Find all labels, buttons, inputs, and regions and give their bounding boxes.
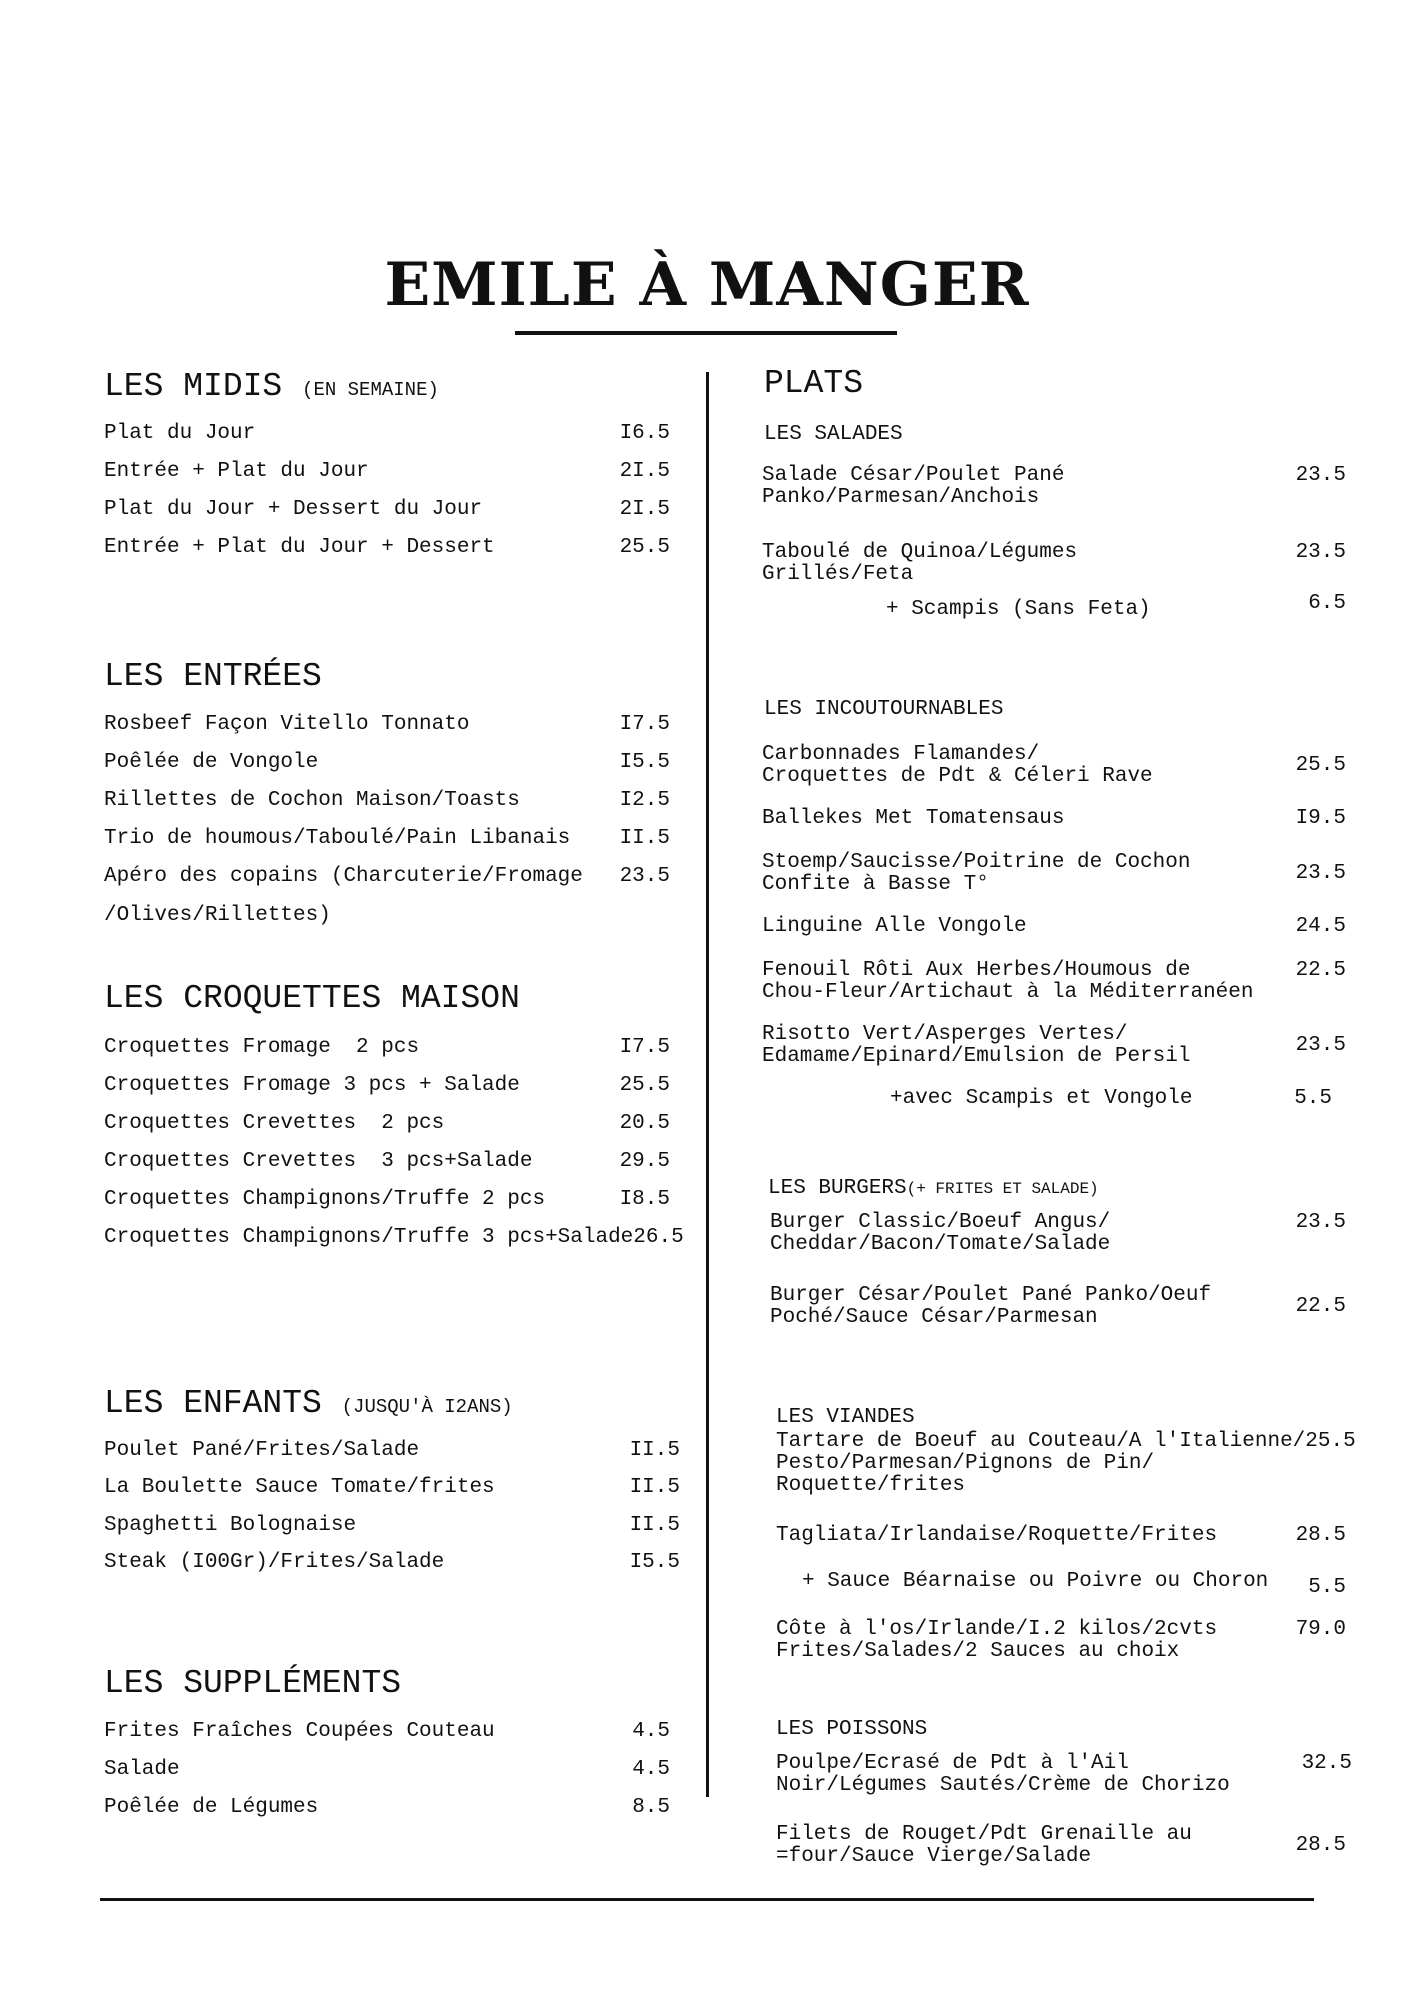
menu-item-croquettes-3 xyxy=(104,1151,670,1173)
title-underline xyxy=(515,331,897,335)
menu-item-croquettes-2 xyxy=(104,1113,670,1135)
item-name: Apéro des copains (Charcuterie/Fromage xyxy=(104,865,583,888)
item-price: 22.5 xyxy=(1295,1295,1346,1318)
menu-item-supplements-1 xyxy=(104,1759,670,1781)
item-price: 25.5 xyxy=(1295,754,1346,777)
item-name: La Boulette Sauce Tomate/frites xyxy=(104,1476,495,1499)
item-name: Carbonnades Flamandes/ Croquettes de Pdt & Céleri Rave xyxy=(762,743,1153,788)
bottom-rule xyxy=(100,1898,1314,1901)
menu-item-enfants-2 xyxy=(104,1515,680,1537)
menu-item-enfants-0 xyxy=(104,1440,680,1462)
item-price: I6.5 xyxy=(619,422,670,445)
section-heading-entrees: LES ENTRÉES xyxy=(104,658,322,695)
item-price: I5.5 xyxy=(619,751,670,774)
menu-item-entrees-1 xyxy=(104,752,670,774)
item-price: 6.5 xyxy=(1308,592,1346,615)
item-price: 25.5 xyxy=(1305,1430,1356,1453)
item-name: Rillettes de Cochon Maison/Toasts xyxy=(104,789,520,812)
menu-item-incoutournables-1 xyxy=(762,808,1346,830)
menu-item-midis-0 xyxy=(104,423,670,445)
menu-item-midis-3 xyxy=(104,537,670,559)
item-price: 26.5 xyxy=(633,1226,684,1249)
subsection-heading-viandes: LES VIANDES xyxy=(776,1406,915,1429)
menu-item-salades-0 xyxy=(762,465,1346,509)
item-price: 8.5 xyxy=(632,1796,670,1819)
item-name: Frites Fraîches Coupées Couteau xyxy=(104,1720,495,1743)
item-name: Plat du Jour + Dessert du Jour xyxy=(104,498,483,521)
item-name: Plat du Jour xyxy=(104,422,256,445)
burgers-heading-note: (+ FRITES ET SALADE) xyxy=(906,1180,1099,1198)
menu-item-midis-1 xyxy=(104,461,670,483)
midis-heading-note: (EN SEMAINE) xyxy=(302,379,439,401)
item-price: I9.5 xyxy=(1295,807,1346,830)
item-name: Spaghetti Bolognaise xyxy=(104,1514,357,1537)
item-name: Poêlée de Vongole xyxy=(104,751,319,774)
menu-item-entrees-2 xyxy=(104,790,670,812)
menu-item-salades-1 xyxy=(762,542,1346,586)
menu-title: EMILE À MANGER xyxy=(384,250,1030,320)
item-name: Entrée + Plat du Jour + Dessert xyxy=(104,536,495,559)
item-price: 28.5 xyxy=(1295,1524,1346,1547)
item-name: Croquettes Champignons/Truffe 3 pcs+Salade xyxy=(104,1226,634,1249)
item-price: 23.5 xyxy=(619,865,670,888)
item-name: Linguine Alle Vongole xyxy=(762,915,1027,938)
item-price: 5.5 xyxy=(1308,1576,1346,1599)
item-name: Entrée + Plat du Jour xyxy=(104,460,369,483)
menu-item-supplements-0 xyxy=(104,1721,670,1743)
menu-item-incoutournables-4 xyxy=(762,960,1346,1004)
item-price: 5.5 xyxy=(1294,1087,1332,1110)
item-price: 23.5 xyxy=(1295,862,1346,885)
item-price: 23.5 xyxy=(1295,541,1346,564)
menu-item-viandes-0 xyxy=(776,1430,1356,1497)
item-price: 32.5 xyxy=(1301,1752,1352,1775)
item-name: Tagliata/Irlandaise/Roquette/Frites xyxy=(776,1524,1218,1547)
item-price: II.5 xyxy=(629,1476,680,1499)
section-heading-enfants xyxy=(104,1385,513,1422)
item-price: 24.5 xyxy=(1295,915,1346,938)
item-name: Burger Classic/Boeuf Angus/ Cheddar/Bacon/Tomate/Salade xyxy=(770,1211,1111,1256)
item-price: 23.5 xyxy=(1295,1211,1346,1234)
item-price: 22.5 xyxy=(1295,959,1346,982)
menu-item-midis-2 xyxy=(104,499,670,521)
menu-item-viandes-2 xyxy=(802,1571,1346,1599)
item-price: 4.5 xyxy=(632,1758,670,1781)
column-divider xyxy=(706,372,709,1797)
menu-item-burgers-0 xyxy=(770,1212,1346,1256)
item-name: Trio de houmous/Taboulé/Pain Libanais xyxy=(104,827,571,850)
item-name: Rosbeef Façon Vitello Tonnato xyxy=(104,713,470,736)
item-price: 23.5 xyxy=(1295,1034,1346,1057)
item-price: 25.5 xyxy=(619,1074,670,1097)
subsection-heading-poissons: LES POISSONS xyxy=(776,1718,928,1741)
item-name: Croquettes Crevettes 3 pcs+Salade xyxy=(104,1150,533,1173)
menu-item-entrees-continuation: /Olives/Rillettes) xyxy=(104,904,331,927)
item-name: Côte à l'os/Irlande/I.2 kilos/2cvts Frites/Salades/2 Sauces au choix xyxy=(776,1618,1218,1663)
item-price: I8.5 xyxy=(619,1188,670,1211)
item-price: 29.5 xyxy=(619,1150,670,1173)
item-name: Salade xyxy=(104,1758,180,1781)
item-name: Croquettes Fromage 2 pcs xyxy=(104,1036,420,1059)
menu-item-enfants-1 xyxy=(104,1477,680,1499)
menu-item-poissons-0 xyxy=(776,1753,1352,1797)
menu-item-entrees-0 xyxy=(104,714,670,736)
menu-item-croquettes-0 xyxy=(104,1037,670,1059)
menu-item-viandes-3 xyxy=(776,1619,1346,1663)
section-heading-plats: PLATS xyxy=(764,365,864,402)
menu-item-viandes-1 xyxy=(776,1525,1346,1547)
menu-item-enfants-3 xyxy=(104,1552,680,1574)
item-name: Croquettes Champignons/Truffe 2 pcs xyxy=(104,1188,546,1211)
item-name: Burger César/Poulet Pané Panko/Oeuf Poché/Sauce César/Parmesan xyxy=(770,1284,1212,1329)
menu-item-entrees-3 xyxy=(104,828,670,850)
item-name: Poulet Pané/Frites/Salade xyxy=(104,1439,420,1462)
item-name: Tartare de Boeuf au Couteau/A l'Italienne/ Pesto/Parmesan/Pignons de Pin/ Roquette/frites xyxy=(776,1430,1306,1497)
item-price: II.5 xyxy=(619,827,670,850)
menu-item-croquettes-4 xyxy=(104,1189,670,1211)
item-name: Poulpe/Ecrasé de Pdt à l'Ail Noir/Légumes Sautés/Crème de Chorizo xyxy=(776,1752,1230,1797)
item-name: + Sauce Béarnaise ou Poivre ou Choron xyxy=(802,1570,1269,1593)
item-price: I2.5 xyxy=(619,789,670,812)
menu-item-burgers-1 xyxy=(770,1285,1346,1329)
menu-item-croquettes-5 xyxy=(104,1226,684,1249)
item-price: I7.5 xyxy=(619,713,670,736)
section-heading-croquettes: LES CROQUETTES MAISON xyxy=(104,980,520,1017)
item-name: + Scampis (Sans Feta) xyxy=(886,598,1151,621)
menu-item-poissons-1 xyxy=(776,1824,1346,1868)
item-price: 28.5 xyxy=(1295,1834,1346,1857)
item-price: 4.5 xyxy=(632,1720,670,1743)
subsection-heading-burgers xyxy=(768,1177,1099,1200)
enfants-heading-note: (JUSQU'À I2ANS) xyxy=(341,1396,513,1418)
item-name: Fenouil Rôti Aux Herbes/Houmous de Chou-Fleur/Artichaut à la Méditerranéen xyxy=(762,959,1254,1004)
item-price: 2I.5 xyxy=(619,498,670,521)
subsection-heading-salades: LES SALADES xyxy=(764,423,903,446)
item-price: I5.5 xyxy=(629,1551,680,1574)
item-name: Ballekes Met Tomatensaus xyxy=(762,807,1065,830)
item-name: +avec Scampis et Vongole xyxy=(890,1087,1193,1110)
item-name: Croquettes Crevettes 2 pcs xyxy=(104,1112,445,1135)
item-name: Salade César/Poulet Pané Panko/Parmesan/Anchois xyxy=(762,464,1065,509)
item-price: 25.5 xyxy=(619,536,670,559)
item-price: I7.5 xyxy=(619,1036,670,1059)
item-name: Risotto Vert/Asperges Vertes/ Edamame/Epinard/Emulsion de Persil xyxy=(762,1023,1191,1068)
item-price: 79.0 xyxy=(1295,1618,1346,1641)
item-name: Filets de Rouget/Pdt Grenaille au =four/Sauce Vierge/Salade xyxy=(776,1823,1192,1868)
enfants-heading-text: LES ENFANTS xyxy=(104,1385,322,1422)
section-heading-midis xyxy=(104,368,439,405)
item-name: Stoemp/Saucisse/Poitrine de Cochon Confite à Basse T° xyxy=(762,851,1191,896)
menu-item-salades-2 xyxy=(886,592,1346,621)
menu-item-incoutournables-2 xyxy=(762,852,1346,896)
item-name: Steak (I00Gr)/Frites/Salade xyxy=(104,1551,445,1574)
burgers-heading-text: LES BURGERS xyxy=(768,1177,907,1200)
section-heading-supplements: LES SUPPLÉMENTS xyxy=(104,1665,402,1702)
item-name: Croquettes Fromage 3 pcs + Salade xyxy=(104,1074,520,1097)
menu-item-incoutournables-3 xyxy=(762,916,1346,938)
item-price: 20.5 xyxy=(619,1112,670,1135)
item-price: 23.5 xyxy=(1295,464,1346,487)
item-name: Taboulé de Quinoa/Légumes Grillés/Feta xyxy=(762,541,1078,586)
menu-item-incoutournables-0 xyxy=(762,744,1346,788)
menu-item-incoutournables-5 xyxy=(762,1024,1346,1068)
item-price: II.5 xyxy=(629,1514,680,1537)
subsection-heading-incoutournables: LES INCOUTOURNABLES xyxy=(764,698,1004,721)
menu-item-incoutournables-6 xyxy=(890,1088,1346,1110)
item-price: II.5 xyxy=(629,1439,680,1462)
item-name: Poêlée de Légumes xyxy=(104,1796,319,1819)
midis-heading-text: LES MIDIS xyxy=(104,368,283,405)
menu-item-supplements-2 xyxy=(104,1797,670,1819)
menu-item-entrees-4 xyxy=(104,866,670,888)
item-price: 2I.5 xyxy=(619,460,670,483)
menu-item-croquettes-1 xyxy=(104,1075,670,1097)
